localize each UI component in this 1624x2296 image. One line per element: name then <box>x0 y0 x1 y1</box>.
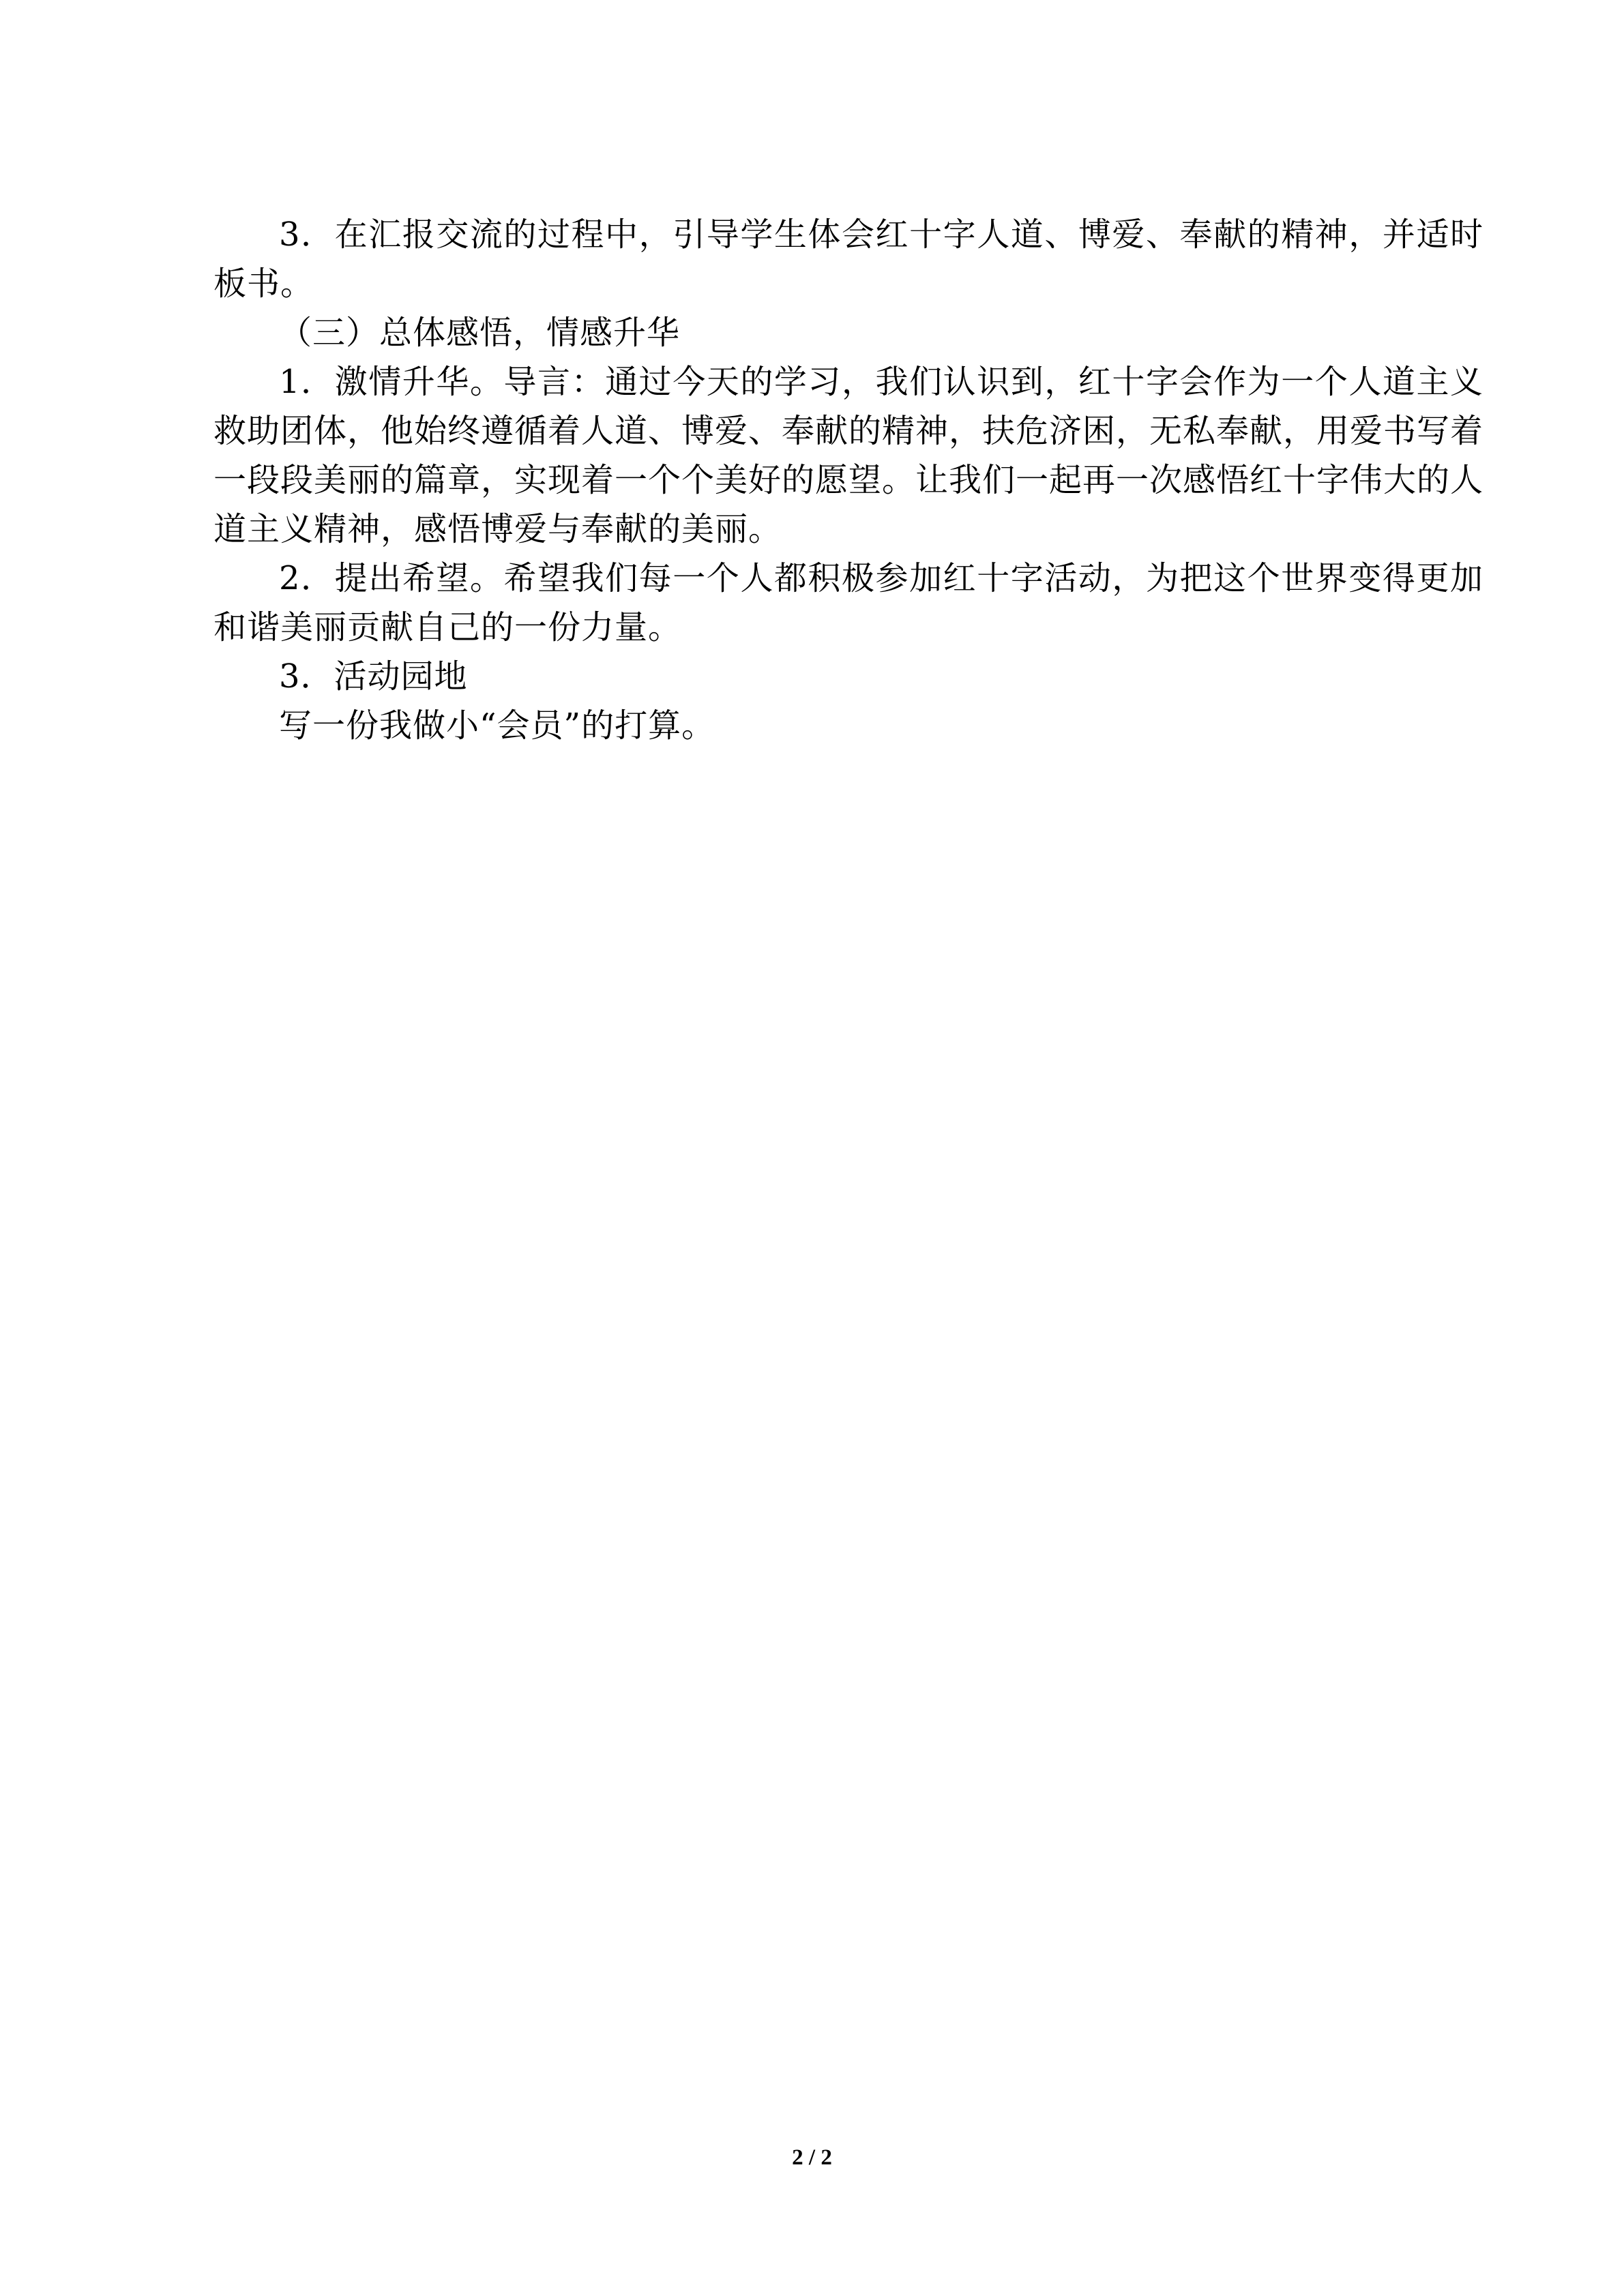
document-body <box>213 210 1483 750</box>
paragraph-member-plan: 写一份我做小“会员”的打算。 <box>279 706 715 745</box>
page-number: 2 / 2 <box>792 2145 832 2170</box>
paragraph-report-exchange: 3．在汇报交流的过程中，引导学生体会红十字人道、博爱、奉献的精神，并适时板书。 <box>213 215 1483 303</box>
paragraph-express-hope: 2．提出希望。希望我们每一个人都积极参加红十字活动，为把这个世界变得更加和谐美丽贡献自己的一份力量。 <box>213 559 1483 646</box>
paragraph-activity-garden: 3．活动园地 <box>279 657 468 696</box>
section-heading-overall-insight: （三）总体感悟，情感升华 <box>279 314 681 352</box>
paragraph-emotional-uplift: 1．激情升华。导言：通过今天的学习，我们认识到，红十字会作为一个人道主义救助团体，他始终遵循着人道、博爱、奉献的精神，扶危济困，无私奉献，用爱书写着一段段美丽的篇章，实现着一个个美好的愿望。让我们一起再一次感悟红十字伟大的人道主义精神，感悟博爱与奉献的美丽。 <box>213 363 1484 548</box>
